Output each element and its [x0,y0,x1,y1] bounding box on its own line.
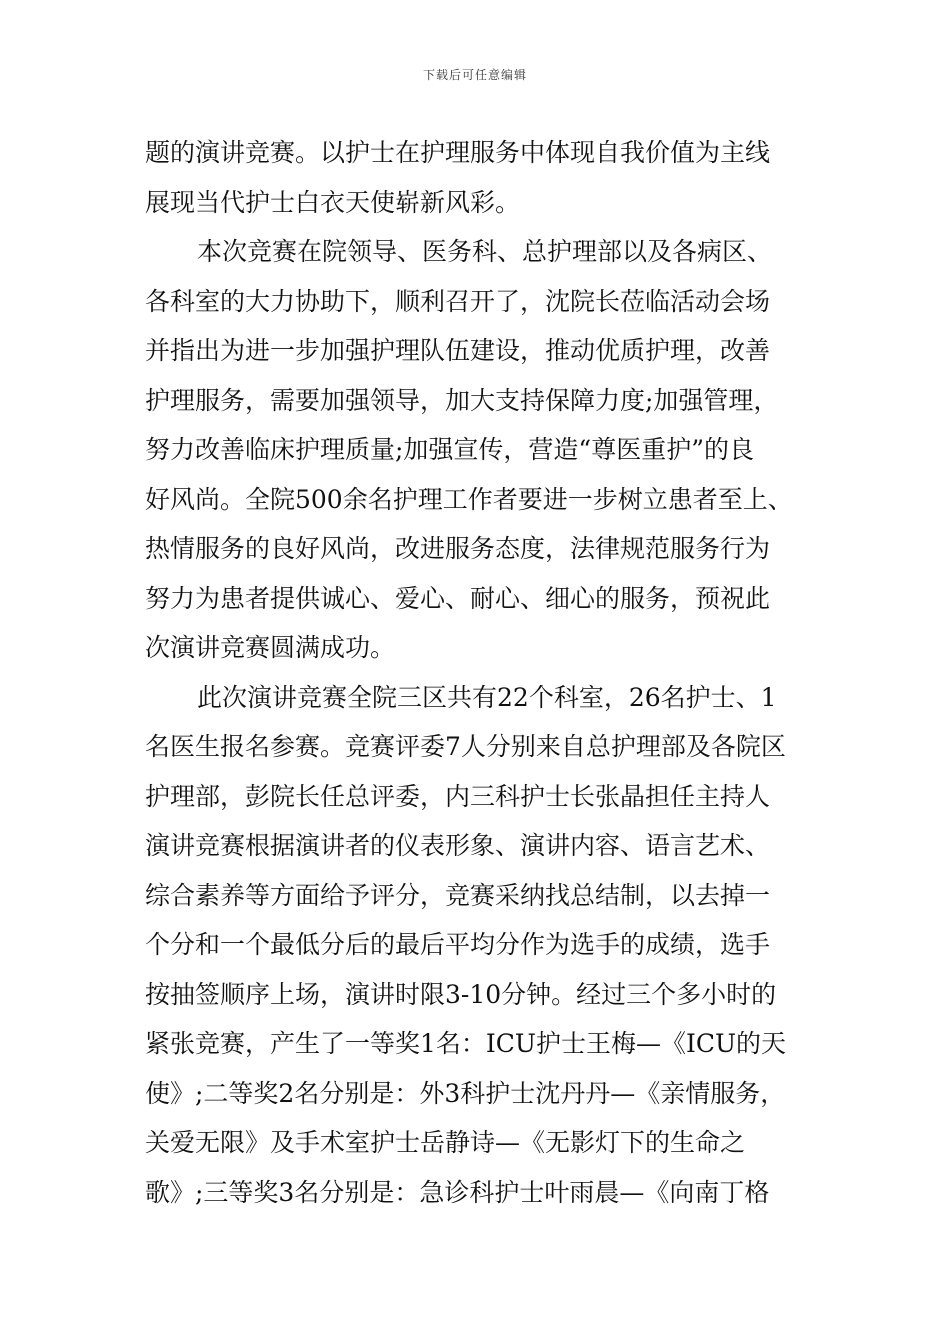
text-line: 展现当代护士白衣天使崭新风彩。 [145,187,521,217]
text-line: 各科室的大力协助下，顺利召开了，沈院长莅临活动会场 [145,286,771,316]
text-line: 按抽签顺序上场，演讲时限3-10分钟。经过三个多小时的 [145,979,777,1009]
paragraph-1 [145,128,815,227]
text-line: 并指出为进一步加强护理队伍建设，推动优质护理，改善 [145,336,771,365]
text-line: 使》;二等奖2名分别是：外3科护士沈丹丹—《亲情服务， [145,1078,786,1108]
text-line: 护理部，彭院长任总评委，内三科护士长张晶担任主持人 [145,781,771,811]
text-line: 护理服务，需要加强领导，加大支持保障力度;加强管理， [145,385,779,415]
text-line: 次演讲竞赛圆满成功。 [145,633,396,662]
text-line: 歌》;三等奖3名分别是：急诊科护士叶雨晨—《向南丁格 [145,1177,770,1207]
text-line: 好风尚。全院500余名护理工作者要进一步树立患者至上、 [145,484,793,514]
text-line: 此次演讲竞赛全院三区共有22个科室，26名护士、1 [197,682,777,712]
text-line: 本次竞赛在院领导、医务科、总护理部以及各病区、 [197,237,773,266]
text-line: 个分和一个最低分后的最后平均分作为选手的成绩，选手 [145,930,771,959]
text-line: 热情服务的良好风尚，改进服务态度，法律规范服务行为 [145,534,771,563]
text-line: 紧张竞赛，产生了一等奖1名：ICU护士王梅—《ICU的天 [145,1029,787,1058]
page-header: 下载后可任意编辑 [422,68,527,82]
text-line: 努力改善临床护理质量;加强宣传，营造“尊医重护”的良 [145,435,754,464]
text-line: 努力为患者提供诚心、爱心、耐心、细心的服务，预祝此 [145,583,771,613]
text-line: 题的演讲竞赛。以护士在护理服务中体现自我价值为主线 [145,138,771,167]
text-line: 演讲竞赛根据演讲者的仪表形象、演讲内容、语言艺术、 [145,831,771,860]
document-body [145,128,815,1217]
text-line: 关爱无限》及手术室护士岳静诗—《无影灯下的生命之 [145,1128,746,1157]
text-line: 名医生报名参赛。竞赛评委7人分别来自总护理部及各院区 [145,732,786,761]
paragraph-3 [145,673,815,1218]
text-line: 综合素养等方面给予评分，竞赛采纳找总结制，以去掉一 [145,880,771,910]
paragraph-2 [145,227,815,673]
